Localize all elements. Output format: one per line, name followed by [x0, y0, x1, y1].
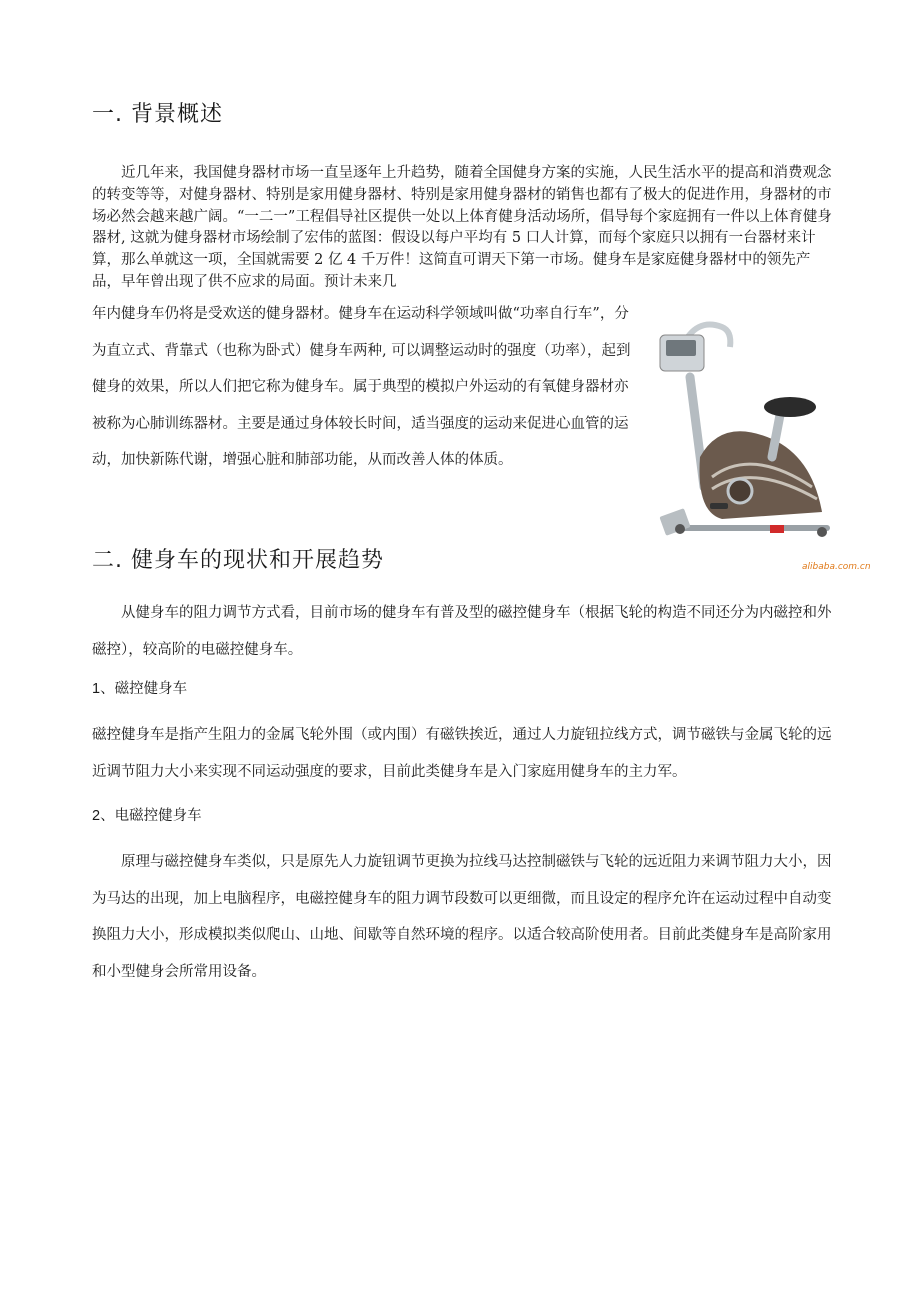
status-intro-paragraph: 从健身车的阻力调节方式看，目前市场的健身车有普及型的磁控健身车（根据飞轮的构造不同还分为内磁控和外磁控），较高阶的电磁控健身车。	[92, 605, 832, 658]
electromagnetic-bike-paragraph: 原理与磁控健身车类似，只是原先人力旋钮调节更换为拉线马达控制磁铁与飞轮的远近阻力来调节阻力大小，因为马达的出现，加上电脑程序，电磁控健身车的阻力调节段数可以更细微，而且设定的程序允许在运动过程中自动变换阻力大小，形成模拟类似爬山、山地、间歇等自然环境的程序。以适合较高阶使用者。目前此类健身车是高阶家用和小型健身会所常用设备。	[92, 854, 832, 980]
exercise-bike-image	[652, 307, 871, 575]
bike-flywheel-cover	[728, 479, 752, 503]
bike-front-base	[659, 508, 690, 536]
subheading-electromagnetic-bike: 2、电磁控健身车	[92, 808, 202, 824]
bike-red-label	[770, 525, 784, 533]
background-paragraph-wrapped: 年内健身车仍将是受欢送的健身器材。健身车在运动科学领域叫做“功率自行车”，分为直立式、背靠式（也称为卧式）健身车两种, 可以调整运动时的强度（功率），起到健身的效果，所以人们把它称为健身车。属于典型的模拟户外运动的有氧健身器材亦被称为心肺训练器材。主要是通过身体较长时间，适当强度的运动来促进心血管的运动，加快新陈代谢，增强心脏和肺部功能，从而改善人体的体质。	[92, 306, 631, 468]
bike-seat	[764, 397, 816, 417]
bike-foot	[675, 524, 685, 534]
image-watermark: alibaba.com.cn	[802, 562, 871, 572]
bike-pedal	[710, 503, 728, 509]
bike-rear-base	[674, 525, 830, 531]
bike-foot	[817, 527, 827, 537]
section-heading-status-trend: 二. 健身车的现状和开展趋势	[92, 548, 384, 573]
background-paragraph: 近几年来，我国健身器材市场一直呈逐年上升趋势，随着全国健身方案的实施，人民生活水平的提高和消费观念的转变等等，对健身器材、特别是家用健身器材、特别是家用健身器材的销售也都有了极大的促进作用，身器材的市场必然会越来越广阔。“一二一”工程倡导社区提供一处以上体育健身活动场所，倡导每个家庭拥有一件以上体育健身器材, 这就为健身器材市场绘制了宏伟的蓝图：假设以每户平均有 5 口人计算，而每个家庭只以拥有一台器材来计算，那么单就这一项，全国就需要 2 亿 4 千万件！这简直可谓天下第一市场。健身车是家庭健身器材中的领先产品，早年曾出现了供不应求的局面。预计未来几	[92, 165, 832, 290]
section-heading-background: 一. 背景概述	[92, 102, 223, 127]
magnetic-bike-paragraph: 磁控健身车是指产生阻力的金属飞轮外围（或内围）有磁铁挨近，通过人力旋钮拉线方式，调节磁铁与金属飞轮的远近调节阻力大小来实现不同运动强度的要求，目前此类健身车是入门家庭用健身车的主力军。	[92, 727, 832, 780]
subheading-magnetic-bike: 1、磁控健身车	[92, 681, 188, 697]
bike-console-screen	[666, 340, 696, 356]
